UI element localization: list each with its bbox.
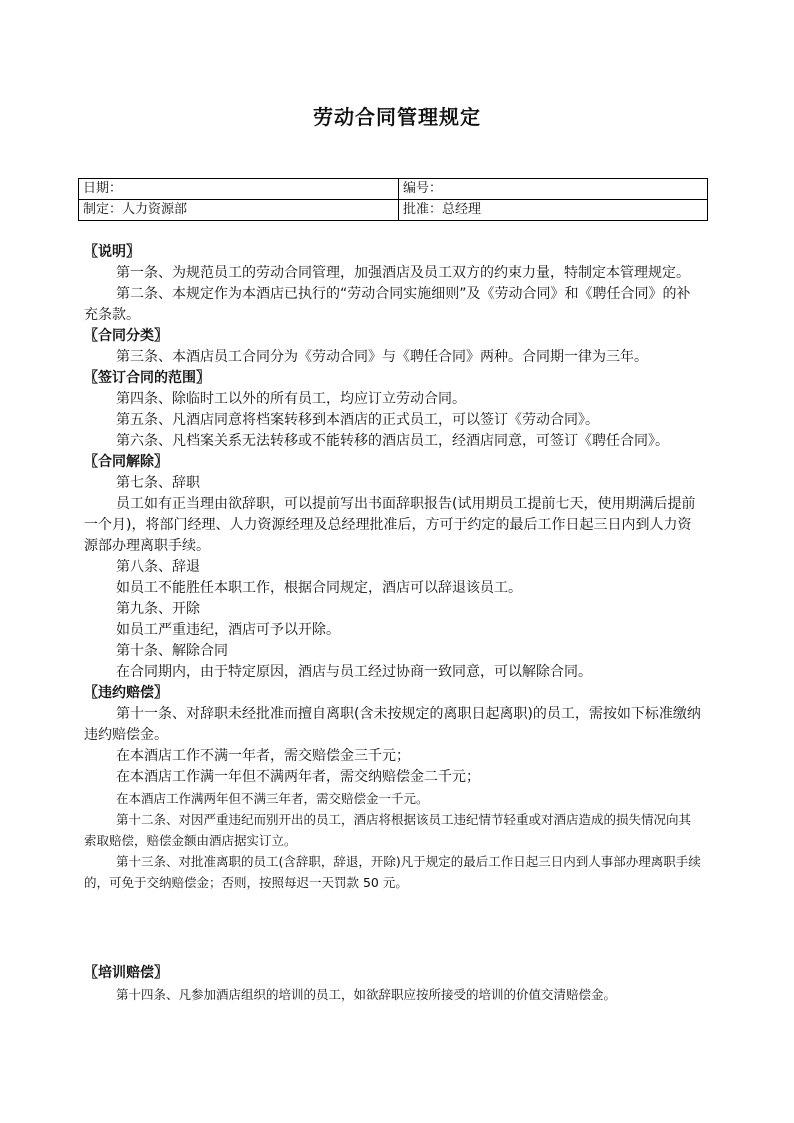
article-9-title: 第九条、开除 xyxy=(116,601,200,617)
article-12: 第十二条、对因严重违纪而别开出的员工，酒店将根据该员工违纪情节轻重或对酒店造成的损失情况向其索取赔偿，赔偿金额由酒店据实订立。 xyxy=(84,812,692,848)
article-6: 第六条、凡档案关系无法转移或不能转移的酒店员工，经酒店同意，可签订《聘任合同》。 xyxy=(116,433,669,449)
article-11-item-1: 在本酒店工作不满一年者，需交赔偿金三千元； xyxy=(116,748,410,764)
article-14: 第十四条、凡参加酒店组织的培训的员工，如欲辞职应按所接受的培训的价值交清赔偿金。 xyxy=(116,987,617,1002)
document-body xyxy=(84,242,702,1005)
approved-by-cell: 批准：总经理 xyxy=(399,200,708,221)
section-heading-training-compensation: 〖培训赔偿〗 xyxy=(84,965,168,981)
meta-row xyxy=(79,200,708,221)
section-heading-contract-types: 〖合同分类〗 xyxy=(84,328,168,344)
article-1: 第一条、为规范员工的劳动合同管理，加强酒店及员工双方的约束力量，特制定本管理规定。 xyxy=(116,265,690,281)
date-cell: 日期： xyxy=(79,179,399,200)
prepared-by-cell: 制定：人力资源部 xyxy=(79,200,399,221)
number-cell: 编号： xyxy=(399,179,708,200)
article-7-text: 员工如有正当理由欲辞职，可以提前写出书面辞职报告(试用期员工提前七天，使用期满后提前一个月)，将部门经理、人力资源经理及总经理批准后，方可于约定的最后工作日起三日内到人力资源部办理离职手续。 xyxy=(84,496,696,554)
blank-gap xyxy=(84,893,702,963)
meta-table xyxy=(78,178,708,221)
article-2: 第二条、本规定作为本酒店已执行的“劳动合同实施细则”及《劳动合同》和《聘任合同》的补充条款。 xyxy=(84,286,691,323)
article-8-text: 如员工不能胜任本职工作，根据合同规定，酒店可以辞退该员工。 xyxy=(116,580,522,596)
section-heading-signing-scope: 〖签订合同的范围〗 xyxy=(84,370,210,386)
article-7-title: 第七条、辞职 xyxy=(116,475,200,491)
section-heading-termination: 〖合同解除〗 xyxy=(84,454,168,470)
section-heading-explanation: 〖说明〗 xyxy=(84,244,140,260)
article-11: 第十一条、对辞职未经批准而擅自离职(含未按规定的离职日起离职)的员工，需按如下标准缴纳违约赔偿金。 xyxy=(84,706,701,743)
article-11-item-2: 在本酒店工作满一年但不满两年者，需交纳赔偿金二千元； xyxy=(116,769,480,785)
article-11-item-3: 在本酒店工作满两年但不满三年者，需交赔偿金一千元。 xyxy=(116,791,429,806)
article-8-title: 第八条、辞退 xyxy=(116,559,200,575)
section-heading-breach-compensation: 〖违约赔偿〗 xyxy=(84,685,168,701)
article-10-text: 在合同期内，由于特定原因，酒店与员工经过协商一致同意，可以解除合同。 xyxy=(116,664,592,680)
article-9-text: 如员工严重违纪，酒店可予以开除。 xyxy=(116,622,340,638)
article-10-title: 第十条、解除合同 xyxy=(116,643,228,659)
article-3: 第三条、本酒店员工合同分为《劳动合同》与《聘任合同》两种。合同期一律为三年。 xyxy=(116,349,648,365)
article-5: 第五条、凡酒店同意将档案转移到本酒店的正式员工，可以签订《劳动合同》。 xyxy=(116,412,599,428)
article-13: 第十三条、对批准离职的员工(含辞职，辞退，开除)凡于规定的最后工作日起三日内到人事部办理离职手续的，可免于交纳赔偿金；否则，按照每迟一天罚款 50 元。 xyxy=(84,854,701,890)
meta-row xyxy=(79,179,708,200)
document-title: 劳动合同管理规定 xyxy=(313,105,481,129)
article-4: 第四条、除临时工以外的所有员工，均应订立劳动合同。 xyxy=(116,391,466,407)
